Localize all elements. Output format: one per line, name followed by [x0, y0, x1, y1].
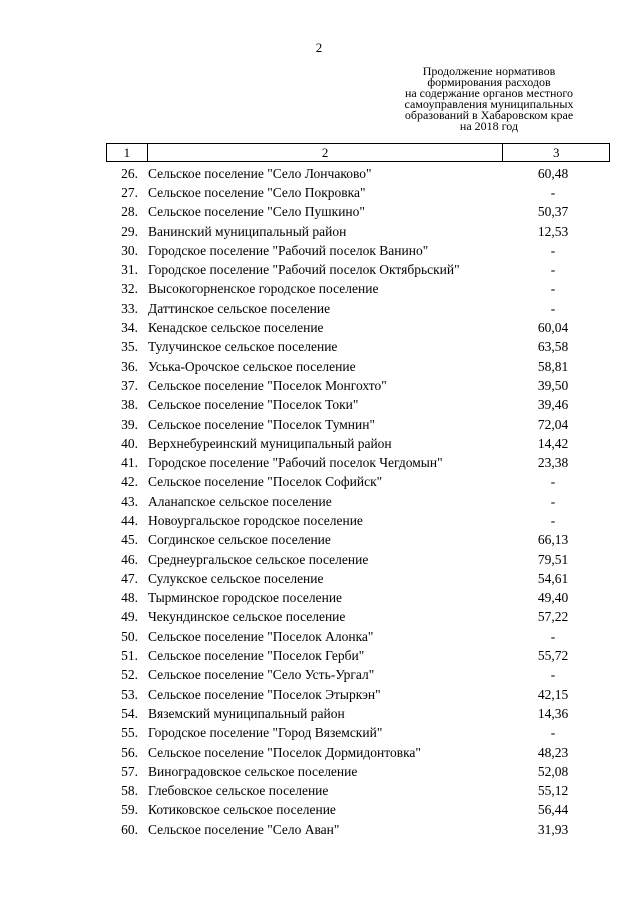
row-value: 12,53 — [537, 223, 569, 239]
row-number: 56. — [121, 744, 138, 760]
table-row — [106, 820, 610, 839]
row-value: 50,37 — [537, 204, 569, 220]
table-row — [106, 434, 610, 453]
row-number: 47. — [121, 570, 138, 586]
row-value: - — [550, 512, 556, 528]
row-name: Согдинское сельское поселение — [148, 532, 331, 548]
row-number: 54. — [121, 705, 138, 721]
table-row — [106, 203, 610, 222]
row-value: 48,23 — [537, 744, 569, 760]
row-number: 58. — [121, 783, 138, 799]
row-name: Сельское поселение "Село Усть-Ургал" — [148, 667, 375, 683]
table-row — [106, 666, 610, 685]
row-number: 38. — [121, 397, 138, 413]
row-value: 58,81 — [537, 358, 569, 374]
row-value: 54,61 — [537, 570, 569, 586]
row-number: 39. — [121, 416, 138, 432]
row-number: 42. — [121, 474, 138, 490]
row-name: Высокогорненское городское поселение — [148, 281, 379, 297]
table-row — [106, 338, 610, 357]
header-row — [107, 144, 610, 162]
row-value: 60,04 — [537, 320, 569, 336]
heading-line: самоуправления муниципальных — [404, 97, 574, 111]
table-row — [106, 164, 610, 183]
row-name: Котиковское сельское поселение — [148, 802, 336, 818]
row-value: 52,08 — [537, 763, 569, 779]
page-number: 2 — [315, 40, 323, 55]
row-name: Сельское поселение "Поселок Софийск" — [148, 474, 383, 490]
table-row — [106, 589, 610, 608]
column-header-name: 2 — [147, 144, 503, 162]
table-row — [106, 608, 610, 627]
row-name: Виноградовское сельское поселение — [148, 763, 358, 779]
heading-line: на 2018 год — [459, 119, 519, 133]
row-value: - — [550, 281, 556, 297]
row-name: Городское поселение "Рабочий поселок Октябрьский" — [148, 262, 460, 278]
row-number: 44. — [121, 512, 138, 528]
table-row — [106, 782, 610, 801]
row-value: - — [550, 184, 556, 200]
row-name: Городское поселение "Рабочий поселок Ванино" — [148, 242, 429, 258]
row-number: 40. — [121, 435, 138, 451]
table-row — [106, 260, 610, 279]
row-name: Сулукское сельское поселение — [148, 570, 324, 586]
row-name: Уська-Орочское сельское поселение — [148, 358, 356, 374]
row-name: Тырминское городское поселение — [148, 590, 343, 606]
table-row — [106, 376, 610, 395]
row-value: 31,93 — [537, 821, 569, 837]
row-number: 49. — [121, 609, 138, 625]
row-number: 53. — [121, 686, 138, 702]
table-row — [106, 511, 610, 530]
row-name: Вяземский муниципальный район — [148, 705, 345, 721]
row-number: 57. — [121, 763, 138, 779]
row-number: 48. — [121, 590, 138, 606]
column-header-number: 1 — [107, 144, 148, 162]
row-number: 45. — [121, 532, 138, 548]
table-row — [106, 550, 610, 569]
row-value: 42,15 — [537, 686, 569, 702]
row-number: 33. — [121, 300, 138, 316]
table-header — [106, 143, 610, 162]
row-name: Сельское поселение "Село Пушкино" — [148, 204, 365, 220]
row-value: - — [550, 725, 556, 741]
row-value: - — [550, 667, 556, 683]
heading-line: образований в Хабаровском крае — [404, 108, 574, 122]
row-name: Сельское поселение "Село Покровка" — [148, 184, 366, 200]
table-row — [106, 280, 610, 299]
row-value: - — [550, 242, 556, 258]
row-name: Глебовское сельское поселение — [148, 783, 329, 799]
row-number: 41. — [121, 455, 138, 471]
row-name: Сельское поселение "Поселок Герби" — [148, 648, 365, 664]
row-number: 59. — [121, 802, 138, 818]
row-number: 46. — [121, 551, 138, 567]
row-value: 66,13 — [537, 532, 569, 548]
row-value: 60,48 — [537, 165, 569, 181]
table-row — [106, 762, 610, 781]
document-heading — [374, 66, 604, 132]
row-number: 43. — [121, 493, 138, 509]
row-number: 35. — [121, 339, 138, 355]
row-value: 23,38 — [537, 455, 569, 471]
row-number: 31. — [121, 262, 138, 278]
row-value: 57,22 — [537, 609, 569, 625]
row-name: Чекундинское сельское поселение — [148, 609, 346, 625]
row-value: - — [550, 493, 556, 509]
column-header-value: 3 — [503, 144, 610, 162]
table-row — [106, 627, 610, 646]
row-name: Сельское поселение "Поселок Этыркэн" — [148, 686, 381, 702]
row-value: 55,72 — [537, 648, 569, 664]
row-value: - — [550, 628, 556, 644]
row-name: Сельское поселение "Поселок Тумнин" — [148, 416, 375, 432]
row-value: 72,04 — [537, 416, 569, 432]
row-name: Даттинское сельское поселение — [148, 300, 331, 316]
table-body — [106, 164, 610, 839]
row-number: 32. — [121, 281, 138, 297]
row-name: Сельское поселение "Село Аван" — [148, 821, 340, 837]
row-name: Сельское поселение "Поселок Алонка" — [148, 628, 374, 644]
row-name: Сельское поселение "Поселок Монгохто" — [148, 377, 387, 393]
table-row — [106, 473, 610, 492]
heading-line: на содержание органов местного — [404, 86, 574, 100]
row-value: - — [550, 262, 556, 278]
table-row — [106, 318, 610, 337]
table-row — [106, 453, 610, 472]
table-row — [106, 357, 610, 376]
table-row — [106, 724, 610, 743]
table-row — [106, 704, 610, 723]
row-value: 55,12 — [537, 783, 569, 799]
row-number: 28. — [121, 204, 138, 220]
row-name: Тулучинское сельское поселение — [148, 339, 338, 355]
table-row — [106, 183, 610, 202]
row-value: 79,51 — [537, 551, 569, 567]
table-row — [106, 222, 610, 241]
row-value: 49,40 — [537, 590, 569, 606]
row-number: 60. — [121, 821, 138, 837]
table-row — [106, 531, 610, 550]
row-value: - — [550, 474, 556, 490]
table-row — [106, 685, 610, 704]
row-name: Городское поселение "Город Вяземский" — [148, 725, 383, 741]
row-number: 52. — [121, 667, 138, 683]
heading-line: формирования расходов — [427, 75, 551, 89]
row-number: 51. — [121, 648, 138, 664]
row-name: Кенадское сельское поселение — [148, 320, 324, 336]
heading-line: Продолжение нормативов — [422, 64, 556, 78]
row-name: Сельское поселение "Село Лончаково" — [148, 165, 372, 181]
row-name: Среднеургальское сельское поселение — [148, 551, 369, 567]
table-row — [106, 743, 610, 762]
row-value: - — [550, 300, 556, 316]
row-number: 26. — [121, 165, 138, 181]
table-row — [106, 415, 610, 434]
row-number: 29. — [121, 223, 138, 239]
row-name: Аланапское сельское поселение — [148, 493, 332, 509]
row-number: 34. — [121, 320, 138, 336]
row-number: 50. — [121, 628, 138, 644]
row-value: 14,36 — [537, 705, 569, 721]
row-name: Новоургальское городское поселение — [148, 512, 363, 528]
table-row — [106, 299, 610, 318]
row-name: Сельское поселение "Поселок Токи" — [148, 397, 359, 413]
row-value: 39,50 — [537, 377, 569, 393]
row-value: 63,58 — [537, 339, 569, 355]
row-value: 56,44 — [537, 802, 569, 818]
table-row — [106, 492, 610, 511]
row-name: Верхнебуреинский муниципальный район — [148, 435, 392, 451]
row-number: 37. — [121, 377, 138, 393]
row-number: 27. — [121, 184, 138, 200]
row-number: 30. — [121, 242, 138, 258]
row-name: Городское поселение "Рабочий поселок Чегдомын" — [148, 455, 443, 471]
table-row — [106, 569, 610, 588]
row-value: 14,42 — [537, 435, 569, 451]
table-row — [106, 801, 610, 820]
row-name: Сельское поселение "Поселок Дормидонтовка" — [148, 744, 421, 760]
row-number: 55. — [121, 725, 138, 741]
table-row — [106, 396, 610, 415]
row-number: 36. — [121, 358, 138, 374]
row-value: 39,46 — [537, 397, 569, 413]
row-name: Ванинский муниципальный район — [148, 223, 347, 239]
table-row — [106, 241, 610, 260]
table-row — [106, 646, 610, 665]
